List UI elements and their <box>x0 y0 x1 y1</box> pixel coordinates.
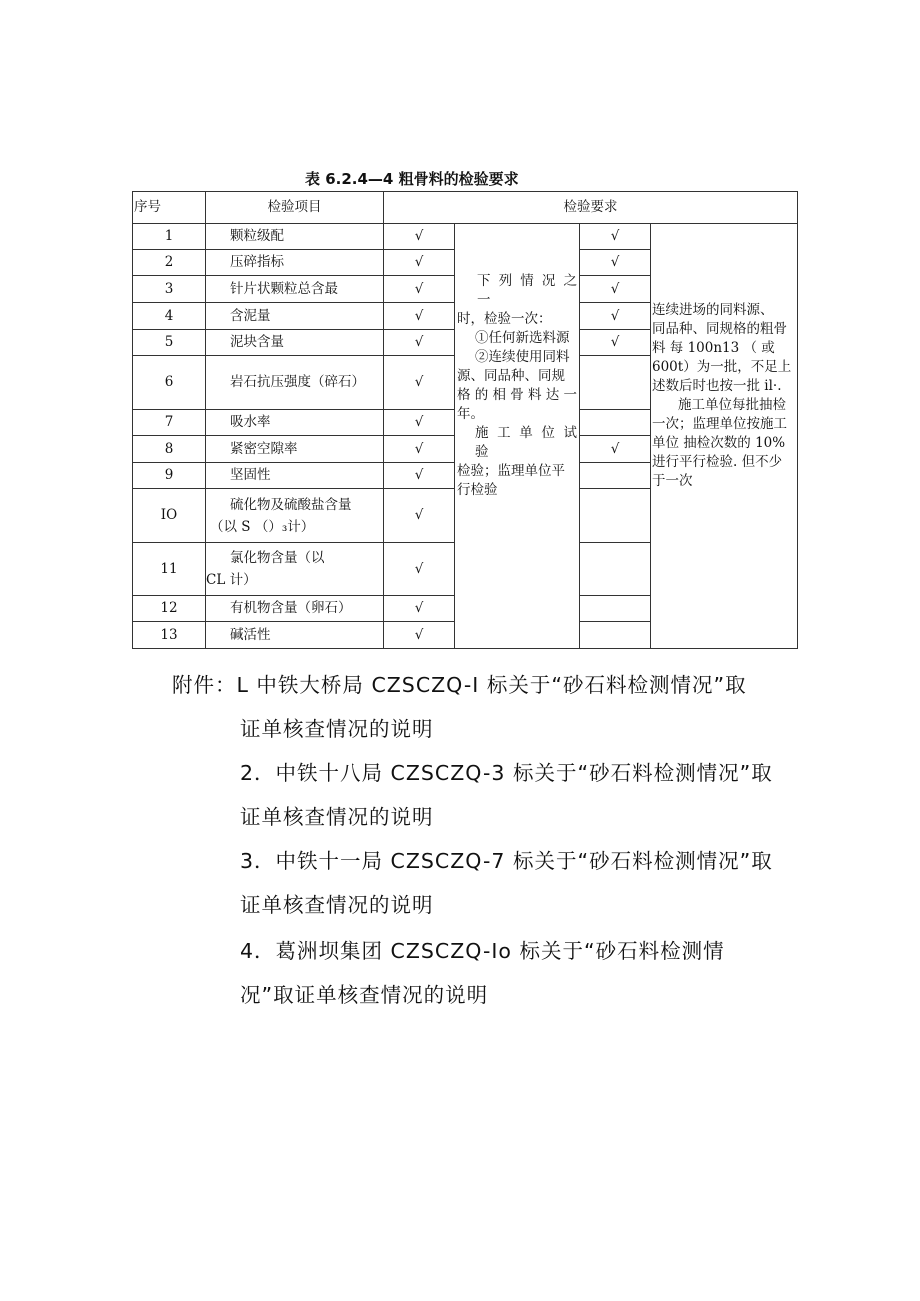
attachment-1-line-1: 附件：L 中铁大桥局 CZSCZQ-I 标关于“砂石料检测情况”取 <box>172 673 747 697</box>
row-seq: 6 <box>133 356 206 410</box>
note-line: 于一次 <box>652 473 693 489</box>
row-item <box>206 489 384 543</box>
attachment-3-line-1: 3．中铁十一局 CZSCZQ-7 标关于“砂石料检测情况”取 <box>240 849 773 873</box>
check-mark: √ <box>580 303 651 330</box>
check-mark: √ <box>580 276 651 303</box>
check-mark <box>580 463 651 489</box>
row-seq: 9 <box>133 463 206 489</box>
row-seq: 11 <box>133 543 206 596</box>
check-mark: √ <box>384 622 455 649</box>
row-seq: 13 <box>133 622 206 649</box>
check-mark: √ <box>580 250 651 276</box>
row-item <box>206 543 384 596</box>
note-line: 时，检验一次： <box>457 311 552 327</box>
check-mark <box>580 596 651 622</box>
check-mark: √ <box>384 463 455 489</box>
check-mark: √ <box>384 410 455 436</box>
row-item-line: CL 计） <box>206 572 257 588</box>
check-mark: √ <box>384 250 455 276</box>
check-mark: √ <box>384 276 455 303</box>
note-line: 检验；监理单位平 <box>457 463 565 479</box>
check-mark <box>580 543 651 596</box>
note-line: 下 列 情 况 之 一 <box>477 273 577 308</box>
note-line: ①任何新选料源 <box>475 330 570 346</box>
attachment-1-line-2: 证单核查情况的说明 <box>240 717 434 741</box>
header-seq: 序号 <box>133 192 206 224</box>
note-line: 述数后时也按一批 il·. <box>652 378 782 394</box>
row-item: 紧密空隙率 <box>206 436 384 463</box>
check-mark <box>580 356 651 410</box>
row-seq: 5 <box>133 330 206 356</box>
table-header-row <box>133 192 798 224</box>
row-item: 泥块含量 <box>206 330 384 356</box>
note-line: 施工单位每批抽检 <box>678 397 786 413</box>
row-item: 颗粒级配 <box>206 224 384 250</box>
batch-rule-note <box>651 224 798 649</box>
row-seq: 3 <box>133 276 206 303</box>
table-caption-text: 表 6.2.4—4 粗骨料的检验要求 <box>305 170 519 188</box>
check-mark: √ <box>384 224 455 250</box>
note-line: 进行平行检验. 但不少 <box>652 454 783 470</box>
row-item: 压碎指标 <box>206 250 384 276</box>
check-mark: √ <box>384 330 455 356</box>
check-mark: √ <box>384 543 455 596</box>
header-requirement: 检验要求 <box>384 192 798 224</box>
note-line: 连续进场的同料源、 <box>652 302 774 318</box>
row-item: 有机物含量（卵石） <box>206 596 384 622</box>
row-item: 针片状颗粒总含最 <box>206 276 384 303</box>
check-mark: √ <box>384 356 455 410</box>
note-line: 源、同品种、同规 <box>457 368 565 384</box>
note-line: 一次；监理单位按施工 <box>652 416 787 432</box>
note-line: 行检验 <box>457 482 498 498</box>
row-item-line: （以 S （）₃计） <box>210 518 315 535</box>
table-row <box>133 224 798 250</box>
aggregate-inspection-table <box>132 191 798 649</box>
attachment-4-line-1: 4．葛洲坝集团 CZSCZQ-Io 标关于“砂石料检测情 <box>240 939 725 963</box>
row-item: 含泥量 <box>206 303 384 330</box>
check-mark: √ <box>384 596 455 622</box>
row-seq: IO <box>133 489 206 543</box>
check-mark: √ <box>384 436 455 463</box>
row-item-line: 氯化物含量（以 <box>230 550 325 566</box>
check-mark: √ <box>580 330 651 356</box>
row-seq: 4 <box>133 303 206 330</box>
attachment-3-line-2: 证单核查情况的说明 <box>240 893 434 917</box>
row-seq: 2 <box>133 250 206 276</box>
attachment-4-line-2: 况”取证单核查情况的说明 <box>240 983 489 1007</box>
note-line: 料 每 100n13 （ 或 <box>652 340 775 356</box>
row-item: 碱活性 <box>206 622 384 649</box>
row-item-line: 硫化物及硫酸盐含量 <box>230 496 352 513</box>
attachment-2-line-2: 证单核查情况的说明 <box>240 805 434 829</box>
check-mark <box>580 410 651 436</box>
check-mark <box>580 622 651 649</box>
note-line: 单位 抽检次数的 10% <box>652 435 786 451</box>
check-mark: √ <box>580 224 651 250</box>
check-mark: √ <box>384 489 455 543</box>
note-line: 格的相骨料达一年。 <box>457 387 577 422</box>
note-line: 施 工 单 位 试 验 <box>475 425 577 460</box>
attachment-2-line-1: 2．中铁十八局 CZSCZQ-3 标关于“砂石料检测情况”取 <box>240 761 773 785</box>
row-item: 岩石抗压强度（碎石） <box>206 356 384 410</box>
row-item: 坚固性 <box>206 463 384 489</box>
row-seq: 7 <box>133 410 206 436</box>
check-mark <box>580 489 651 543</box>
header-item: 检验项目 <box>206 192 384 224</box>
row-item: 吸水率 <box>206 410 384 436</box>
check-mark: √ <box>384 303 455 330</box>
row-seq: 8 <box>133 436 206 463</box>
row-seq: 1 <box>133 224 206 250</box>
row-seq: 12 <box>133 596 206 622</box>
sampling-frequency-note <box>455 224 580 649</box>
check-mark: √ <box>580 436 651 463</box>
note-line: 600t）为一批，不足上 <box>652 359 792 375</box>
note-line: 同品种、同规格的粗骨 <box>652 321 787 337</box>
note-line: ②连续使用同料 <box>475 349 570 365</box>
